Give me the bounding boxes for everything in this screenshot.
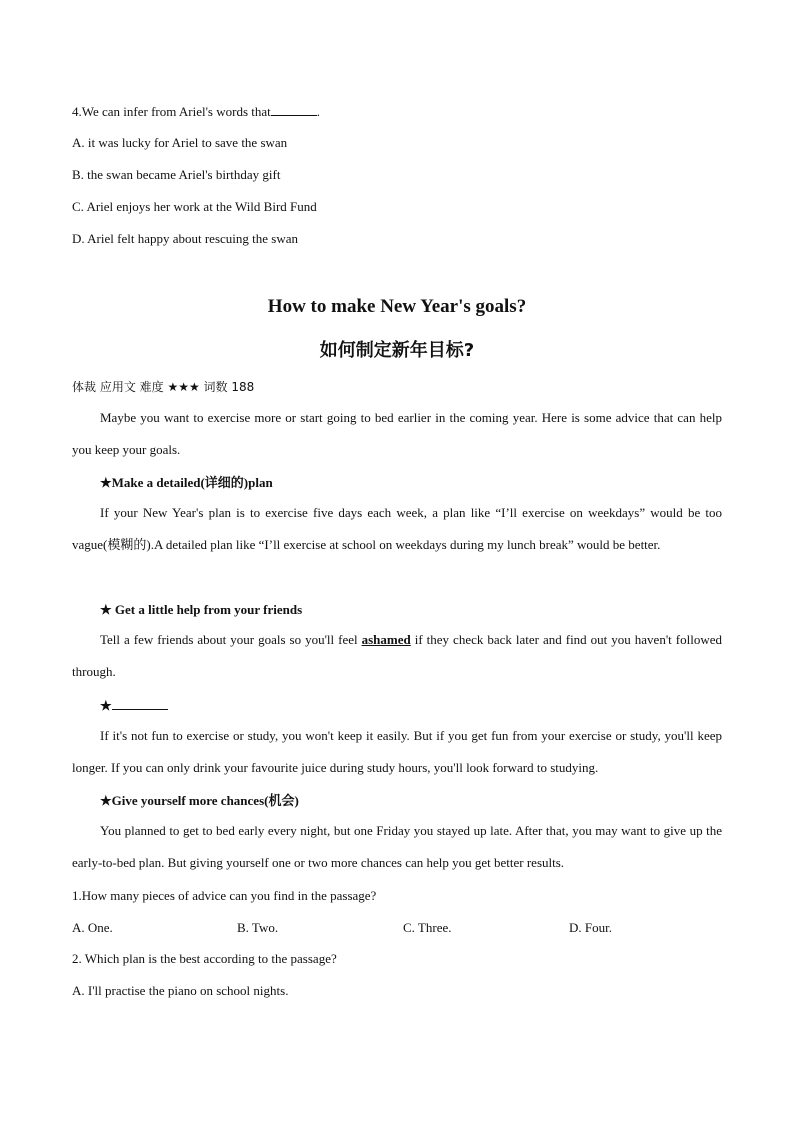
question-4-stem: 4.We can infer from Ariel's words that . — [72, 104, 321, 119]
question-4-option-c: C. Ariel enjoys her work at the Wild Bird Fund — [72, 199, 317, 214]
article-meta: 体裁 应用文 难度 ★★★ 词数 188 — [72, 380, 255, 394]
section-body-chances: You planned to get to bed early every night, but one Friday you stayed up late. After that, you may want to give up the early-to-bed plan. But giving yourself one or two more chances can help you get better results. — [72, 823, 722, 870]
article-intro: Maybe you want to exercise more or start going to bed earlier in the coming year. Here is some advice that can help you keep your goals. — [72, 410, 722, 457]
section-body-fun: If it's not fun to exercise or study, you won't keep it easily. But if you get fun from your exercise or study, you'll keep longer. If you can only drink your favourite juice during study hours, you'll look forward to studying. — [72, 728, 722, 775]
section-body-detailed-plan: If your New Year's plan is to exercise five days each week, a plan like “I’ll exercise on weekdays” would be too vague(模糊的).A detailed plan like “I’ll exercise at school on weekdays during my lunch break” would be better. — [72, 505, 722, 552]
section-heading-detailed-plan: ★Make a detailed(详细的)plan — [100, 475, 273, 490]
question-1-option-d: D. Four. — [569, 920, 612, 935]
article-title-chinese: 如何制定新年目标? — [319, 340, 475, 361]
question-2-option-a: A. I'll practise the piano on school nights. — [72, 983, 289, 998]
emphasized-word: ashamed — [361, 632, 411, 647]
question-4-option-a: A. it was lucky for Ariel to save the swan — [72, 135, 288, 150]
heading-answer-blank — [112, 697, 168, 710]
question-1-option-b: B. Two. — [237, 920, 279, 935]
section-heading-friends: ★ Get a little help from your friends — [100, 602, 303, 617]
section-heading-blank: ★ — [100, 697, 168, 714]
question-4-option-b: B. the swan became Ariel's birthday gift — [72, 167, 281, 182]
question-1-stem: 1.How many pieces of advice can you find in the passage? — [72, 888, 377, 903]
question-4-option-d: D. Ariel felt happy about rescuing the swan — [72, 231, 298, 246]
article-title-english: How to make New Year's goals? — [267, 296, 527, 317]
answer-blank — [271, 103, 317, 116]
question-1-option-c: C. Three. — [403, 920, 452, 935]
section-body-friends: Tell a few friends about your goals so you'll feel ashamed if they check back later and find out you haven't followed through. — [72, 632, 722, 679]
section-heading-chances: ★Give yourself more chances(机会) — [100, 793, 299, 808]
question-1-option-a: A. One. — [72, 920, 113, 935]
question-2-stem: 2. Which plan is the best according to the passage? — [72, 951, 337, 966]
